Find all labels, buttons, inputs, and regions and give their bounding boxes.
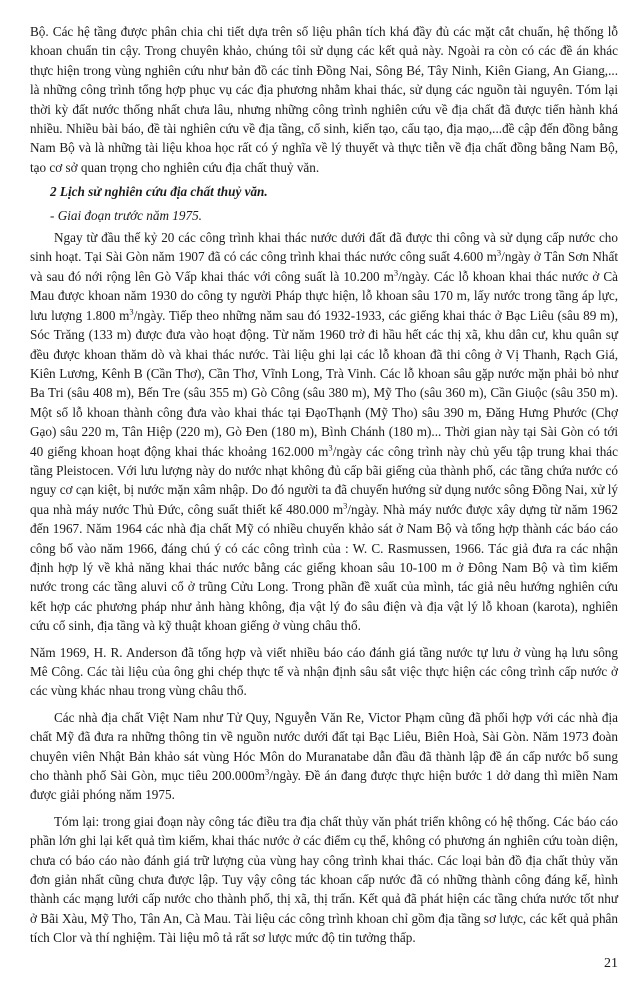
paragraph-intro: Bộ. Các hệ tầng được phân chia chi tiết dựa trên số liệu phân tích khá đầy đủ các mặt cắt chuẩn, hệ thống lỗ khoan chuẩn tin cậy. Trong chuyên khảo, chúng tôi sử dụng các kết quả này. Ngoài ra còn có các đề án khác thực hiện trong vùng nghiên cứu như bản đồ các tỉnh Đồng Nai, Sông Bé, Tây Ninh, Kiên Giang, An Giang,... là những công trình tổng hợp phục vụ các địa phương nhằm khai thác, sử dụng các nguồn tài nguyên. Tóm lại thời kỳ đất nước thống nhất chưa lâu, nhưng những công trình nghiên cứu về địa chất đã được tiến hành khá nhiều. Nhiều bài báo, đề tài nghiên cứu về địa tầng, cổ sinh, kiến tạo, cấu tạo, địa mạo,...đề cập đến đồng bằng Nam Bộ và là những tài liệu khoa học rất có ý nghĩa về lý thuyết và thực tiễn về địa chất đồng bằng Nam Bộ, tạo cơ sở quan trọng cho nghiên cứu địa chất thuỷ văn. (30, 24, 618, 175)
paragraph-early-works: Ngay từ đầu thế kỷ 20 các công trình khai thác nước dưới đất đã được thi công và sử dụng cấp nước cho sinh hoạt. Tại Sài Gòn năm 1907 đã có các công trình khai thác nước công suất 4.600 $m^3$/ngày ở Tân Sơn Nhất và sau đó nới rộng lên Gò Vấp khai thác với công suất là 10.200 $m^3$/ngày. Các lỗ khoan khai thác nước ở Cà Mau được khoan năm 1930 do công ty người Pháp thực hiện, lỗ khoan sâu 170 m, lấy nước trong tầng áp lực, lưu lượng 1.800 $m^3$/ngày. Tiếp theo những năm sau đó 1932-1933, các giếng khai thác ở Bạc Liêu (sâu 89 m), Sóc Trăng (133 m) được đưa vào hoạt động. Từ năm 1960 trở đi hầu hết các thị xã, khu dân cư, khu quân sự đều được khoan thăm dò và khai thác nước. Tài liệu ghi lại các lỗ khoan đã thi công ở Vị Thanh, Rạch Giá, Kiên Lương, Kênh B (Cần Thơ), Cần Thơ, Vĩnh Long, Trà Vinh. Các lỗ khoan sâu gặp nước mặn phải bỏ như Ba Tri (sâu 408 m), Bến Tre (sâu 355 m) Gò Công (sâu 380 m), Mỹ Tho (sâu 360 m), Cần Giuộc (sâu 350 m). Một số lỗ khoan thành công đưa vào khai thác tại ĐạoThạnh (Mỹ Tho) sâu 390 m, Đăng Hưng Phước (Chợ Gạo) sâu 220 m, Tân Hiệp (220 m), Gò Đen (180 m), Bình Chánh (180 m)... Thời gian này tại Sài Gòn có tới 40 giếng khoan hoạt động khai thác khoảng 162.000 $m^3$/ngày các công trình này chủ yếu tập trung khai thác tầng Pleistocen. Với lưu lượng này do nước nhạt không đủ cấp bãi giếng của thành phố, các tầng chứa nước có nguy cơ cạn kiệt, bị nước mặn xâm nhập. Do đó người ta đã chuyển hướng sử dụng nước sông Đồng Nai, xử lý qua nhà máy nước Thủ Đức, công suất thiết kế 480.000 $m^3$/ngày. Nhà máy nước được xây dựng từ năm 1962 đến 1967. Năm 1964 các nhà địa chất Mỹ có nhiều chuyến khảo sát ở Nam Bộ và tổng hợp thành các báo cáo công bố vào năm 1966, đáng chú ý có các công trình của : W. C. Rasmussen, 1966. Tác giả đưa ra các nhận định hợp lý về khả năng khai thác nước bằng các giếng khoan sâu 10-100 m ở Đông Nam Bộ và tìm kiếm nước trong các tầng aluvi cổ ở trũng Cửu Long. Trong phần đề xuất của mình, tác giả nêu hướng nghiên cứu kết hợp các phương pháp như ảnh hàng không, địa vật lý đo sâu điện và địa vật lý lỗ khoan (karota), nghiên cứu cổ sinh, địa tầng và kỹ thuật khoan giếng ở vùng châu thổ. (30, 230, 619, 634)
paragraph-vietnamese-geologists: Các nhà địa chất Việt Nam như Tử Quy, Nguyễn Văn Re, Victor Phạm cũng đã phối hợp với các nhà địa chất Mỹ đã đưa ra những thông tin về nguồn nước dưới đất tại Bạc Liêu, Biên Hoà, Sài Gòn. Năm 1973 đoàn chuyên viên Nhật Bản khảo sát vùng Hóc Môn do Muranatabe dẫn đầu đã thành lập đề án cấp nước bổ sung cho thành phố Sài Gòn, mục tiêu $200.000m^3$/ngày. Đề án đang được thực hiện bước 1 dở dang thì miền Nam được giải phóng năm 1975. (30, 709, 618, 803)
subsection-heading: - Giai đoạn trước năm 1975. (50, 207, 202, 223)
paragraph-anderson: Năm 1969, H. R. Anderson đã tổng hợp và viết nhiều báo cáo đánh giá tầng nước tự lưu ở vùng hạ lưu sông Mê Công. Các tài liệu của ông ghi chép thực tế và nhận định sâu sắt việc thực hiện các công trình cấp nước ở các vùng khác nhau trong vùng châu thổ. (30, 644, 618, 699)
page-number: 21 (604, 956, 618, 971)
section-heading: 2 Lịch sử nghiên cứu địa chất thuỷ văn. (50, 184, 268, 200)
paragraph-summary: Tóm lại: trong giai đoạn này công tác điều tra địa chất thủy văn phát triển không có hệ thống. Các báo cáo phần lớn ghi lại kết quả tìm kiếm, khai thác nước ở các điểm cụ thể, không có phương án nghiên cứu toàn diện, chưa có báo cáo nào đánh giá trữ lượng của vùng hay công trình khai thác. Các loại bản đồ địa chất thủy văn đơn giản nhất cũng chưa được lập. Tuy vậy công tác khoan cấp nước đã có những thành công đáng kể, hình thành các mạng lưới cấp nước cho thành phố, thị xã, thị trấn. Kết quả đã phát hiện các tầng chứa nước tốt như ở Bãi Xàu, Mỹ Tho, Tân An, Cà Mau. Tài liệu các công trình khoan chỉ gồm địa tầng sơ lược, các kết quả phân tích Clor và thí nghiệm. Tài liệu mô tả rất sơ lược mức độ tin tưởng thấp. (30, 813, 618, 946)
